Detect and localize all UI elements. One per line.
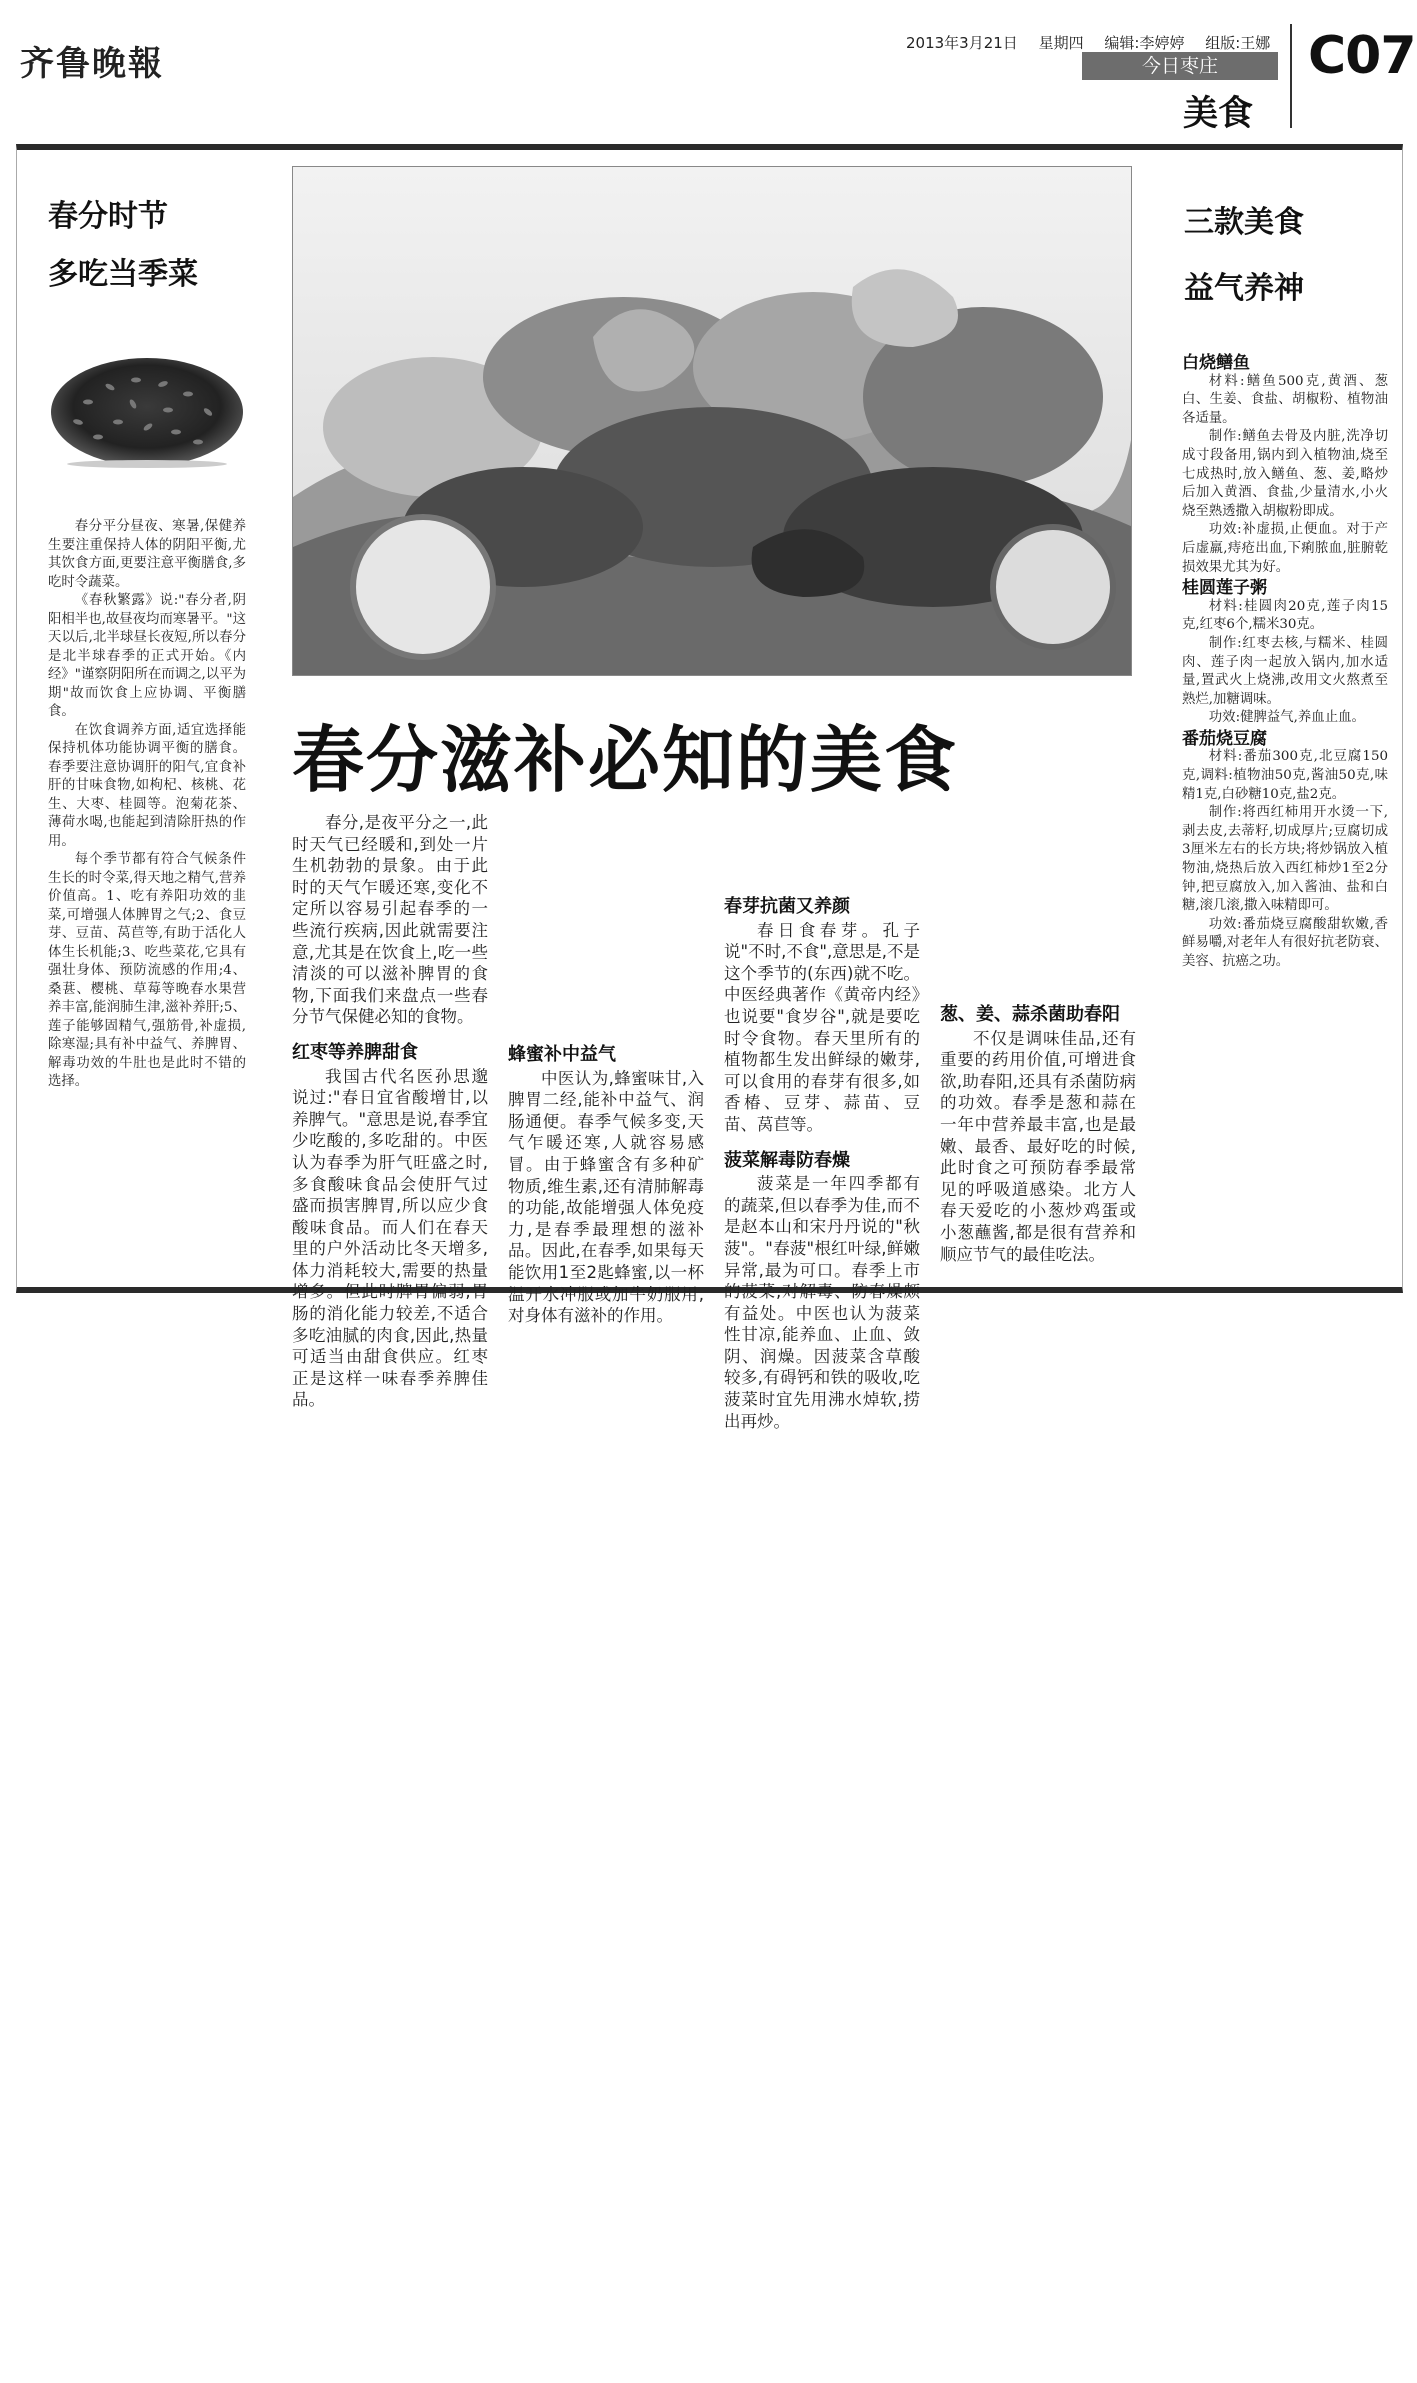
recipe-ingredients: 材料:桂圆肉20克,莲子肉15克,红枣6个,糯米30克。 — [1182, 598, 1388, 633]
issue-meta — [906, 32, 1286, 53]
article-paragraph: 中医认为,蜂蜜味甘,入脾胃二经,能补中益气、润肠通便。春季气候多变,天气乍暖还寒,人就容易感冒。由于蜂蜜含有多种矿物质,维生素,还有清肺解毒的功能,故能增强人体免疫力,是春季最理想的滋补品。因此,在春季,如果每天能饮用1至2匙蜂蜜,以一杯温开水冲服或加牛奶服用,对身体有滋补的作用。 — [508, 1068, 704, 1326]
left-title-line2: 多吃当季菜 — [48, 257, 198, 292]
page-number: C07 — [1308, 26, 1416, 86]
left-paragraph: 每个季节都有符合气候条件生长的时令菜,得天地之精气,营养价值高。1、吃有养阳功效的韭菜,可增强人体脾胃之气;2、食豆芽、豆苗、莴苣等,有助于活化人体生长机能;3、吃些菜花,它具有强壮身体、预防流感的作用;4、桑葚、樱桃、草莓等晚春水果营养丰富,能润肺生津,滋补养肝;5、莲子能够固精气,强筋骨,补虚损,除寒湿;具有补中益气、养脾胃、解毒功效的牛肚也是此时不错的选择。 — [48, 852, 246, 1089]
article-column-1 — [292, 812, 488, 1411]
section-title: 美食 — [1183, 94, 1254, 134]
header-divider — [1290, 24, 1292, 128]
left-paragraph: 《春秋繁露》说:"春分者,阴阳相半也,故昼夜均而寒暑平。"这天以后,北半球昼长夜短,所以春分是北半球春季的正式开始。《内经》"谨察阴阳所在而调之,以平为期"故而饮食上应协调、平衡膳食。 — [48, 593, 246, 719]
left-paragraph: 在饮食调养方面,适宜选择能保持机体功能协调平衡的膳食。春季要注意协调肝的阳气,宜食补肝的甘味食物,如枸杞、核桃、花生、大枣、桂圆等。泡菊花茶、薄荷水喝,也能起到清除肝热的作用。 — [48, 722, 246, 849]
goji-seeds-photo — [48, 332, 246, 470]
subheading-sprouts: 春芽抗菌又养颜 — [724, 896, 850, 917]
article-paragraph: 不仅是调味佳品,还有重要的药用价值,可增进食欲,助春阳,还具有杀菌防病的功效。春季是葱和蒜在一年中营养最丰富,也是最嫩、最香、最好吃的时候,此时食之可预防春季最常见的呼吸道感染。北方人春天爱吃的小葱炒鸡蛋或小葱蘸酱,都是很有营养和顺应节气的最佳吃法。 — [940, 1028, 1136, 1264]
section-subtitle: 今日枣庄 — [1082, 52, 1278, 80]
recipe-steps: 制作:将西红柿用开水烫一下,剥去皮,去蒂籽,切成厚片;豆腐切成3厘米左右的长方块;将炒锅放入植物油,烧热后放入西红柿炒1至2分钟,把豆腐放入,加入酱油、盐和白糖,滚几滚,撒入味精即可。 — [1182, 805, 1388, 914]
recipe-benefits: 功效:补虚损,止便血。对于产后虚羸,痔疮出血,下痢脓血,脏腑乾损效果尤其为好。 — [1182, 522, 1388, 575]
subheading-scallion: 葱、姜、蒜杀菌助春阳 — [940, 1004, 1120, 1025]
recipe-title: 番茄烧豆腐 — [1182, 728, 1267, 749]
recipe-ingredients: 材料:鳝鱼500克,黄酒、葱白、生姜、食盐、胡椒粉、植物油各适量。 — [1182, 373, 1388, 426]
right-title-line2: 益气养神 — [1184, 271, 1304, 306]
article-column-2 — [508, 1030, 704, 1327]
recipe-title: 白烧鳝鱼 — [1182, 353, 1250, 373]
recipe-list — [1182, 352, 1388, 972]
issue-weekday: 星期四 — [1038, 34, 1084, 52]
subheading-spinach: 菠菜解毒防春燥 — [724, 1149, 850, 1171]
right-sidebar-title — [1184, 190, 1384, 322]
recipe-benefits: 功效:番茄烧豆腐酸甜软嫩,香鲜易嚼,对老年人有很好抗老防衰、美容、抗癌之功。 — [1182, 916, 1388, 969]
article-column-3 — [724, 882, 920, 1432]
recipe-steps: 制作:鳝鱼去骨及内脏,洗净切成寸段备用,锅内到入植物油,烧至七成热时,放入鳝鱼、葱、姜,略炒后加入黄酒、食盐,少量清水,小火烧至熟透撒入胡椒粉即成。 — [1182, 429, 1388, 519]
article-paragraph: 我国古代名医孙思邈说过:"春日宜省酸增甘,以养脾气。"意思是说,春季宜少吃酸的,多吃甜的。中医认为春季为肝气旺盛之时,多食酸味食品会使肝气过盛而损害脾胃,所以应少食酸味食品。而人们在春天里的户外活动比冬天增多,体力消耗较大,需要的热量增多。但此时脾胃偏弱,胃肠的消化能力较差,不适合多吃油腻的肉食,因此,热量可适当由甜食供应。红枣正是这样一味春季养脾佳品。 — [292, 1066, 488, 1410]
layout-credit: 组版:王娜 — [1205, 34, 1271, 52]
issue-date: 2013年3月21日 — [906, 34, 1018, 52]
article-paragraph: 春日食春芽。孔子说"不时,不食",意思是,不是这个季节的(东西)就不吃。中医经典著作《黄帝内经》也说要"食岁谷",就是要吃时令食物。春天里所有的植物都生发出鲜绿的嫩芽,可以食用的春芽有很多,如香椿、豆芽、蒜苗、豆苗、莴苣等。 — [724, 920, 920, 1134]
recipe-title: 桂圆莲子粥 — [1182, 578, 1267, 599]
right-title-line1: 三款美食 — [1184, 205, 1304, 240]
editor-credit: 编辑:李婷婷 — [1104, 34, 1185, 52]
left-sidebar-body — [48, 518, 246, 1092]
article-headline: 春分滋补必知的美食 — [292, 718, 959, 802]
left-paragraph: 春分平分昼夜、寒暑,保健养生要注重保持人体的阴阳平衡,尤其饮食方面,更要注意平衡膳食,多吃时令蔬菜。 — [48, 519, 246, 590]
salad-photo — [292, 166, 1132, 676]
newspaper-logo: 齐鲁晚報 — [20, 44, 164, 84]
article-paragraph: 菠菜是一年四季都有的蔬菜,但以春季为佳,而不是赵本山和宋丹丹说的"秋菠"。"春菠"根红叶绿,鲜嫩异常,最为可口。春季上市的菠菜,对解毒、防春燥颇有益处。中医也认为菠菜性甘凉,能养血、止血、敛阴、润燥。因菠菜含草酸较多,有碍钙和铁的吸收,吃菠菜时宜先用沸水焯软,捞出再炒。 — [724, 1174, 920, 1431]
left-sidebar-title — [48, 188, 268, 304]
subheading-jujube: 红枣等养脾甜食 — [292, 1041, 418, 1063]
salad-photo-graphic — [293, 167, 1132, 676]
recipe-benefits: 功效:健脾益气,养血止血。 — [1208, 710, 1365, 726]
recipe-steps: 制作:红枣去核,与糯米、桂圆肉、莲子肉一起放入锅内,加水适量,置武火上烧沸,改用文火熬煮至熟烂,加糖调味。 — [1182, 635, 1388, 707]
article-intro: 春分,是夜平分之一,此时天气已经暖和,到处一片生机勃勃的景象。由于此时的天气乍暖还寒,变化不定所以容易引起春季的一些流行疾病,因此就需要注意,尤其是在饮食上,吃一些清淡的可以滋补脾胃的食物,下面我们来盘点一些春分节气保健必知的食物。 — [292, 813, 488, 1027]
recipe-ingredients: 材料:番茄300克,北豆腐150克,调料:植物油50克,酱油50克,味精1克,白砂糖10克,盐2克。 — [1182, 749, 1388, 802]
subheading-honey: 蜂蜜补中益气 — [508, 1044, 616, 1065]
left-title-line1: 春分时节 — [48, 199, 168, 234]
article-column-4 — [940, 990, 1136, 1265]
